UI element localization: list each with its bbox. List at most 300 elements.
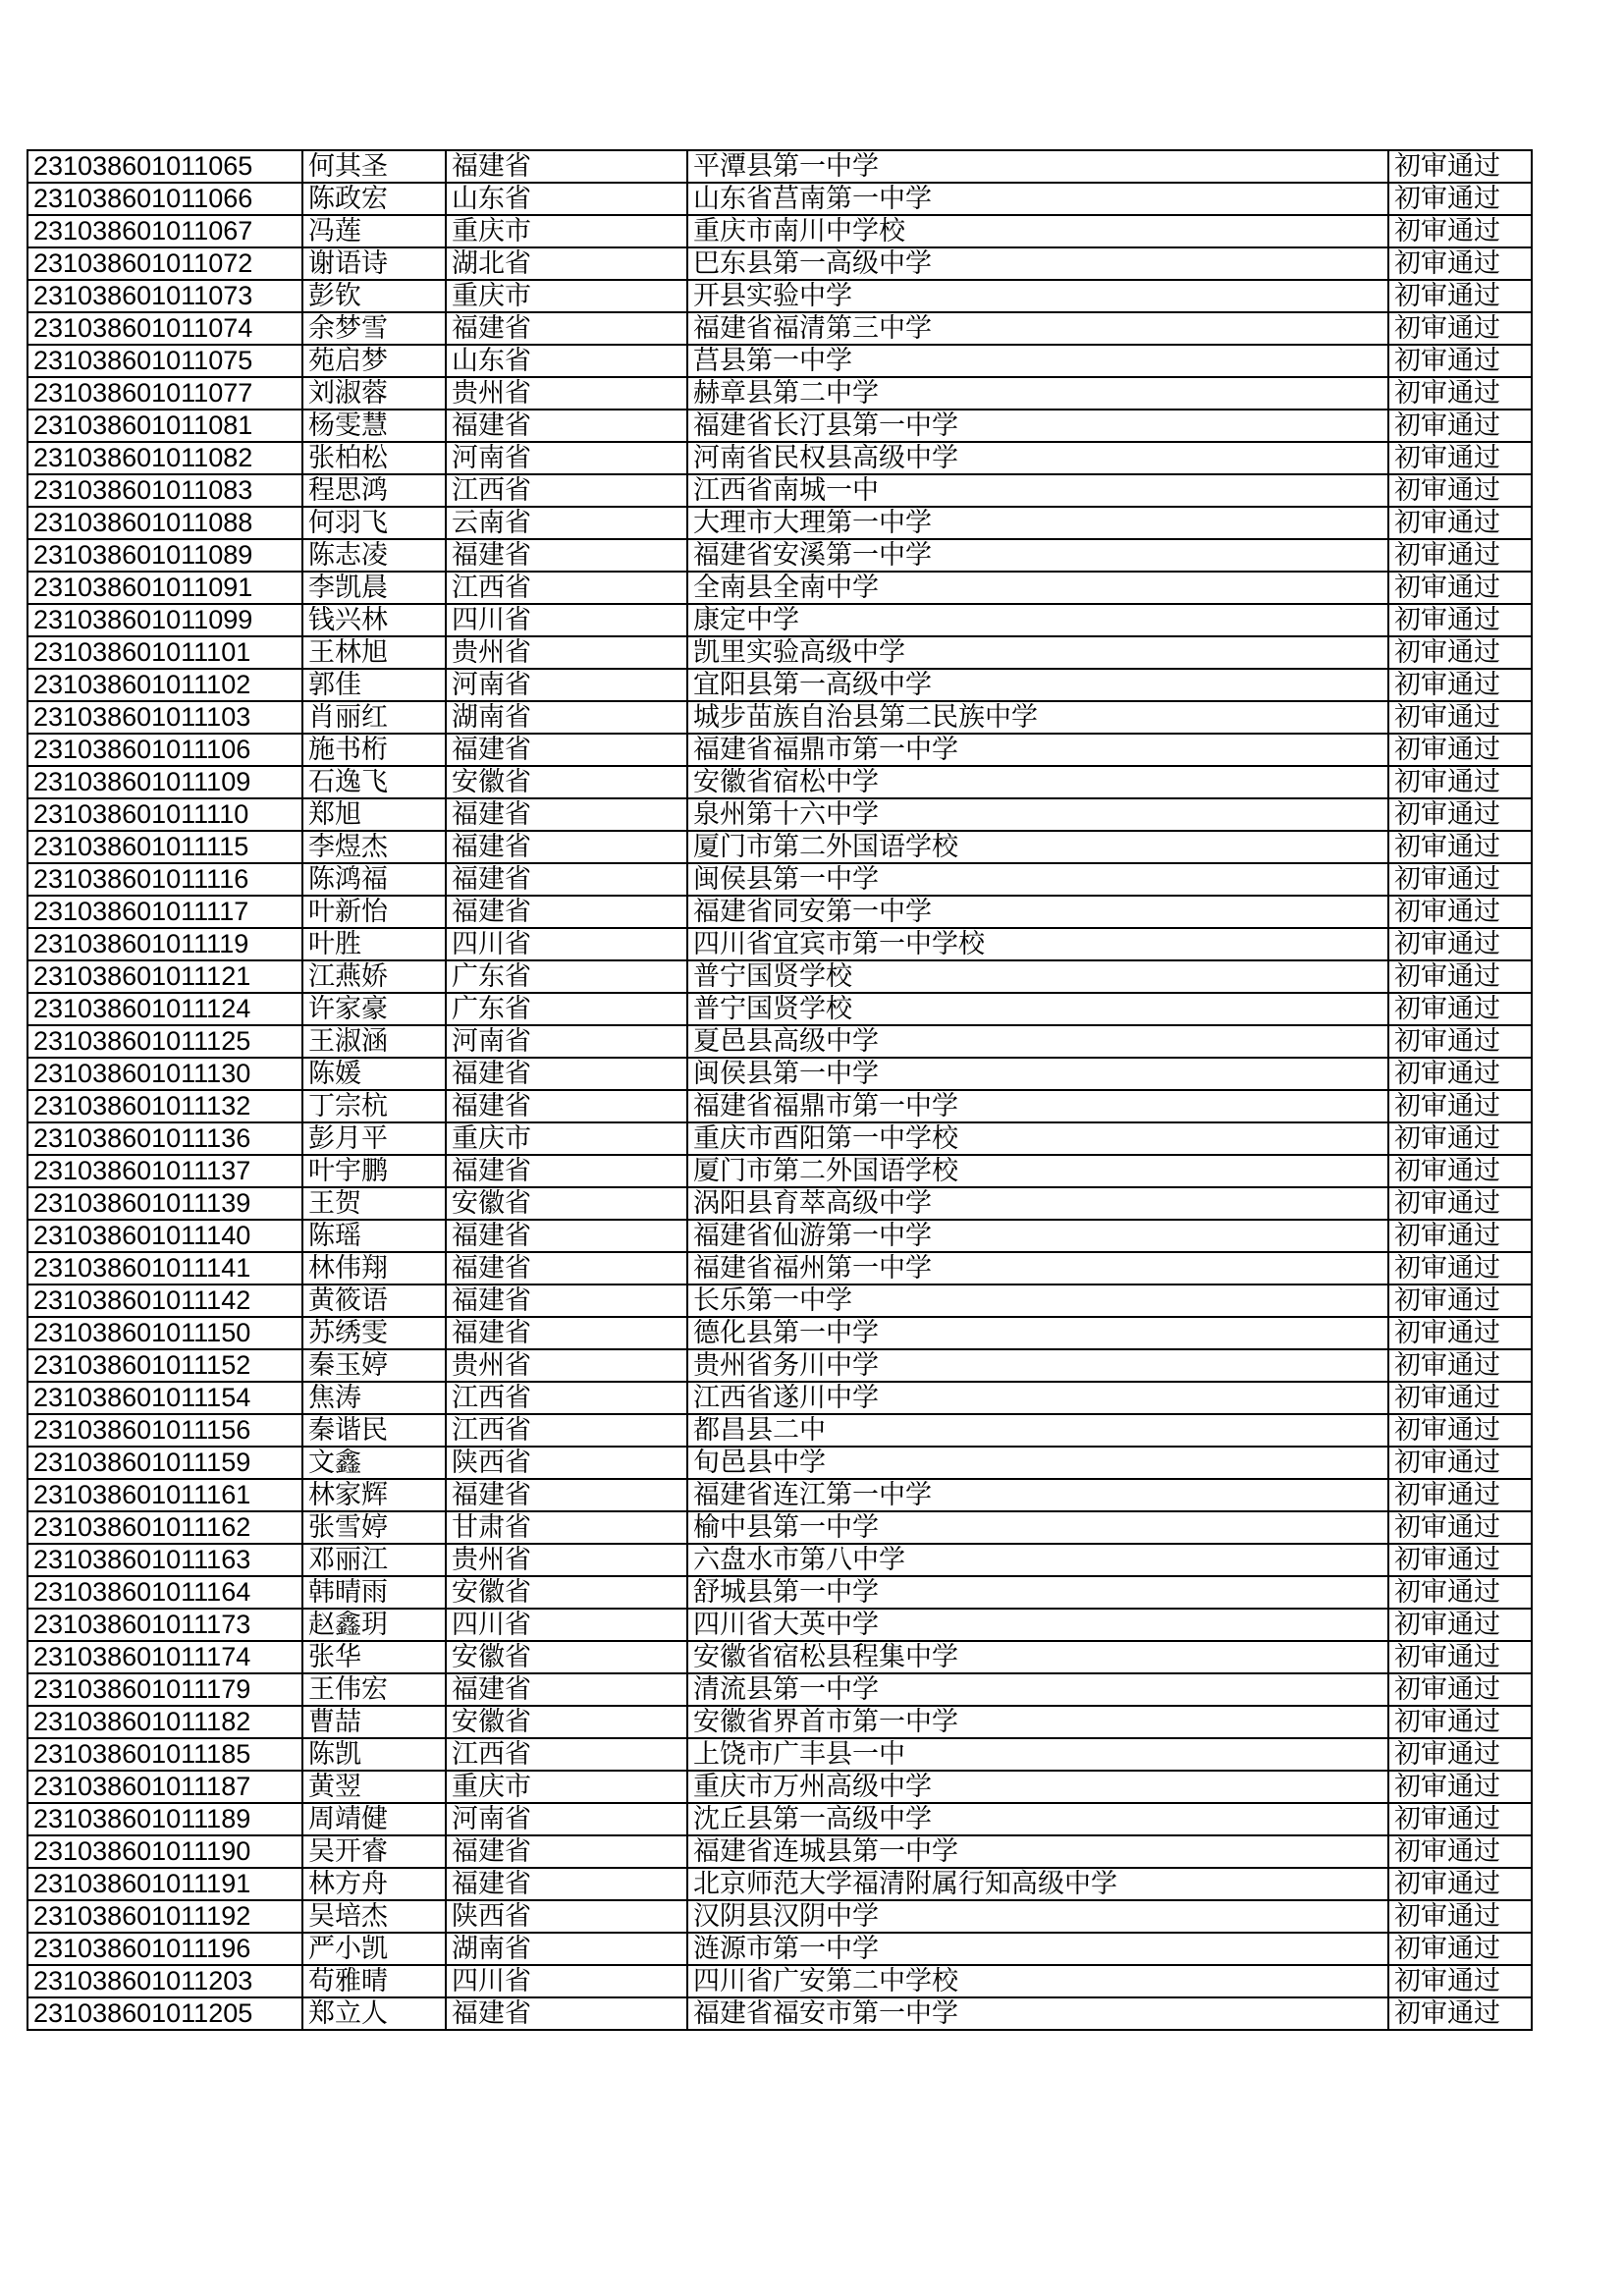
name-cell: 王淑涵: [302, 1025, 446, 1058]
candidate-id-cell: 231038601011072: [27, 247, 302, 280]
status-cell: 初审通过: [1388, 507, 1532, 539]
province-cell: 江西省: [446, 1382, 687, 1414]
school-cell: 福建省福鼎市第一中学: [687, 1090, 1388, 1122]
school-cell: 旬邑县中学: [687, 1447, 1388, 1479]
province-cell: 河南省: [446, 1803, 687, 1835]
status-cell: 初审通过: [1388, 734, 1532, 766]
name-cell: 张柏松: [302, 442, 446, 474]
school-cell: 六盘水市第八中学: [687, 1544, 1388, 1576]
name-cell: 肖丽红: [302, 701, 446, 734]
province-cell: 重庆市: [446, 1771, 687, 1803]
school-cell: 赫章县第二中学: [687, 377, 1388, 410]
name-cell: 王伟宏: [302, 1673, 446, 1706]
province-cell: 山东省: [446, 345, 687, 377]
candidate-id-cell: 231038601011152: [27, 1349, 302, 1382]
status-cell: 初审通过: [1388, 1090, 1532, 1122]
table-row: [27, 312, 1532, 345]
school-cell: 福建省长汀县第一中学: [687, 410, 1388, 442]
school-cell: 福建省连城县第一中学: [687, 1835, 1388, 1868]
status-cell: 初审通过: [1388, 1058, 1532, 1090]
school-cell: 四川省宜宾市第一中学校: [687, 928, 1388, 960]
status-cell: 初审通过: [1388, 993, 1532, 1025]
candidate-id-cell: 231038601011136: [27, 1122, 302, 1155]
table-row: [27, 1933, 1532, 1965]
school-cell: 康定中学: [687, 604, 1388, 636]
status-cell: 初审通过: [1388, 1349, 1532, 1382]
province-cell: 山东省: [446, 183, 687, 215]
province-cell: 重庆市: [446, 280, 687, 312]
table-row: [27, 442, 1532, 474]
table-row: [27, 1868, 1532, 1900]
candidate-id-cell: 231038601011125: [27, 1025, 302, 1058]
province-cell: 四川省: [446, 604, 687, 636]
table-row: [27, 280, 1532, 312]
name-cell: 陈政宏: [302, 183, 446, 215]
province-cell: 福建省: [446, 1479, 687, 1511]
table-row: [27, 1187, 1532, 1220]
table-row: [27, 1706, 1532, 1738]
school-cell: 江西省遂川中学: [687, 1382, 1388, 1414]
school-cell: 普宁国贤学校: [687, 993, 1388, 1025]
province-cell: 福建省: [446, 150, 687, 183]
name-cell: 钱兴林: [302, 604, 446, 636]
table-row: [27, 701, 1532, 734]
table-row: [27, 1576, 1532, 1609]
candidate-id-cell: 231038601011101: [27, 636, 302, 669]
school-cell: 福建省福州第一中学: [687, 1252, 1388, 1285]
name-cell: 曹喆: [302, 1706, 446, 1738]
status-cell: 初审通过: [1388, 1155, 1532, 1187]
province-cell: 陕西省: [446, 1447, 687, 1479]
candidate-id-cell: 231038601011089: [27, 539, 302, 572]
name-cell: 秦谐民: [302, 1414, 446, 1447]
school-cell: 普宁国贤学校: [687, 960, 1388, 993]
candidate-id-cell: 231038601011099: [27, 604, 302, 636]
school-cell: 巴东县第一高级中学: [687, 247, 1388, 280]
status-cell: 初审通过: [1388, 1317, 1532, 1349]
candidate-id-cell: 231038601011140: [27, 1220, 302, 1252]
table-row: [27, 1641, 1532, 1673]
name-cell: 陈鸿福: [302, 863, 446, 896]
table-row: [27, 1803, 1532, 1835]
name-cell: 张华: [302, 1641, 446, 1673]
province-cell: 重庆市: [446, 215, 687, 247]
school-cell: 四川省大英中学: [687, 1609, 1388, 1641]
candidate-id-cell: 231038601011119: [27, 928, 302, 960]
province-cell: 湖北省: [446, 247, 687, 280]
province-cell: 陕西省: [446, 1900, 687, 1933]
candidate-id-cell: 231038601011110: [27, 798, 302, 831]
province-cell: 福建省: [446, 734, 687, 766]
status-cell: 初审通过: [1388, 636, 1532, 669]
status-cell: 初审通过: [1388, 280, 1532, 312]
school-cell: 贵州省务川中学: [687, 1349, 1388, 1382]
status-cell: 初审通过: [1388, 766, 1532, 798]
table-row: [27, 1252, 1532, 1285]
candidate-id-cell: 231038601011142: [27, 1285, 302, 1317]
name-cell: 苑启梦: [302, 345, 446, 377]
province-cell: 云南省: [446, 507, 687, 539]
table-row: [27, 507, 1532, 539]
name-cell: 冯莲: [302, 215, 446, 247]
school-cell: 重庆市南川中学校: [687, 215, 1388, 247]
province-cell: 福建省: [446, 896, 687, 928]
school-cell: 长乐第一中学: [687, 1285, 1388, 1317]
status-cell: 初审通过: [1388, 1771, 1532, 1803]
name-cell: 程思鸿: [302, 474, 446, 507]
candidate-id-cell: 231038601011106: [27, 734, 302, 766]
table-row: [27, 766, 1532, 798]
candidate-table-body: [27, 150, 1532, 2030]
candidate-id-cell: 231038601011187: [27, 1771, 302, 1803]
school-cell: 都昌县二中: [687, 1414, 1388, 1447]
name-cell: 彭月平: [302, 1122, 446, 1155]
table-row: [27, 636, 1532, 669]
province-cell: 湖南省: [446, 701, 687, 734]
school-cell: 福建省连江第一中学: [687, 1479, 1388, 1511]
candidate-id-cell: 231038601011182: [27, 1706, 302, 1738]
status-cell: 初审通过: [1388, 1576, 1532, 1609]
candidate-id-cell: 231038601011116: [27, 863, 302, 896]
status-cell: 初审通过: [1388, 312, 1532, 345]
candidate-id-cell: 231038601011073: [27, 280, 302, 312]
table-row: [27, 1025, 1532, 1058]
status-cell: 初审通过: [1388, 1803, 1532, 1835]
name-cell: 严小凯: [302, 1933, 446, 1965]
candidate-id-cell: 231038601011161: [27, 1479, 302, 1511]
province-cell: 江西省: [446, 474, 687, 507]
table-row: [27, 247, 1532, 280]
candidate-id-cell: 231038601011081: [27, 410, 302, 442]
school-cell: 福建省福清第三中学: [687, 312, 1388, 345]
province-cell: 安徽省: [446, 1706, 687, 1738]
school-cell: 开县实验中学: [687, 280, 1388, 312]
table-row: [27, 1447, 1532, 1479]
name-cell: 许家豪: [302, 993, 446, 1025]
province-cell: 安徽省: [446, 1187, 687, 1220]
status-cell: 初审通过: [1388, 1997, 1532, 2030]
candidate-id-cell: 231038601011163: [27, 1544, 302, 1576]
name-cell: 黄筱语: [302, 1285, 446, 1317]
province-cell: 广东省: [446, 960, 687, 993]
candidate-id-cell: 231038601011203: [27, 1965, 302, 1997]
name-cell: 叶胜: [302, 928, 446, 960]
province-cell: 四川省: [446, 1609, 687, 1641]
status-cell: 初审通过: [1388, 572, 1532, 604]
status-cell: 初审通过: [1388, 1025, 1532, 1058]
table-row: [27, 150, 1532, 183]
province-cell: 福建省: [446, 1252, 687, 1285]
province-cell: 河南省: [446, 442, 687, 474]
school-cell: 厦门市第二外国语学校: [687, 1155, 1388, 1187]
status-cell: 初审通过: [1388, 442, 1532, 474]
school-cell: 四川省广安第二中学校: [687, 1965, 1388, 1997]
status-cell: 初审通过: [1388, 1933, 1532, 1965]
status-cell: 初审通过: [1388, 1187, 1532, 1220]
name-cell: 叶宇鹏: [302, 1155, 446, 1187]
name-cell: 何羽飞: [302, 507, 446, 539]
table-row: [27, 1609, 1532, 1641]
candidate-id-cell: 231038601011115: [27, 831, 302, 863]
school-cell: 福建省福鼎市第一中学: [687, 734, 1388, 766]
status-cell: 初审通过: [1388, 928, 1532, 960]
name-cell: 郑立人: [302, 1997, 446, 2030]
table-row: [27, 539, 1532, 572]
province-cell: 福建省: [446, 1835, 687, 1868]
status-cell: 初审通过: [1388, 1900, 1532, 1933]
candidate-id-cell: 231038601011067: [27, 215, 302, 247]
table-row: [27, 1122, 1532, 1155]
status-cell: 初审通过: [1388, 1285, 1532, 1317]
province-cell: 福建省: [446, 1155, 687, 1187]
table-row: [27, 572, 1532, 604]
province-cell: 安徽省: [446, 1576, 687, 1609]
province-cell: 福建省: [446, 1220, 687, 1252]
name-cell: 李凯晨: [302, 572, 446, 604]
name-cell: 李煜杰: [302, 831, 446, 863]
table-row: [27, 377, 1532, 410]
province-cell: 河南省: [446, 669, 687, 701]
table-row: [27, 215, 1532, 247]
candidate-id-cell: 231038601011130: [27, 1058, 302, 1090]
candidate-id-cell: 231038601011102: [27, 669, 302, 701]
table-row: [27, 734, 1532, 766]
name-cell: 王林旭: [302, 636, 446, 669]
name-cell: 吴开睿: [302, 1835, 446, 1868]
name-cell: 赵鑫玥: [302, 1609, 446, 1641]
name-cell: 杨雯慧: [302, 410, 446, 442]
candidate-id-cell: 231038601011141: [27, 1252, 302, 1285]
province-cell: 甘肃省: [446, 1511, 687, 1544]
status-cell: 初审通过: [1388, 669, 1532, 701]
school-cell: 重庆市万州高级中学: [687, 1771, 1388, 1803]
school-cell: 安徽省界首市第一中学: [687, 1706, 1388, 1738]
status-cell: 初审通过: [1388, 1511, 1532, 1544]
table-row: [27, 474, 1532, 507]
candidate-id-cell: 231038601011192: [27, 1900, 302, 1933]
status-cell: 初审通过: [1388, 410, 1532, 442]
name-cell: 江燕娇: [302, 960, 446, 993]
candidate-id-cell: 231038601011088: [27, 507, 302, 539]
name-cell: 文鑫: [302, 1447, 446, 1479]
table-row: [27, 831, 1532, 863]
school-cell: 城步苗族自治县第二民族中学: [687, 701, 1388, 734]
status-cell: 初审通过: [1388, 215, 1532, 247]
table-row: [27, 1479, 1532, 1511]
school-cell: 舒城县第一中学: [687, 1576, 1388, 1609]
status-cell: 初审通过: [1388, 183, 1532, 215]
name-cell: 吴培杰: [302, 1900, 446, 1933]
name-cell: 周靖健: [302, 1803, 446, 1835]
name-cell: 余梦雪: [302, 312, 446, 345]
province-cell: 河南省: [446, 1025, 687, 1058]
candidate-id-cell: 231038601011132: [27, 1090, 302, 1122]
name-cell: 黄翌: [302, 1771, 446, 1803]
status-cell: 初审通过: [1388, 701, 1532, 734]
table-row: [27, 1997, 1532, 2030]
candidate-id-cell: 231038601011189: [27, 1803, 302, 1835]
school-cell: 福建省同安第一中学: [687, 896, 1388, 928]
status-cell: 初审通过: [1388, 150, 1532, 183]
province-cell: 福建省: [446, 1997, 687, 2030]
status-cell: 初审通过: [1388, 896, 1532, 928]
name-cell: 陈媛: [302, 1058, 446, 1090]
name-cell: 苟雅晴: [302, 1965, 446, 1997]
candidate-id-cell: 231038601011190: [27, 1835, 302, 1868]
candidate-id-cell: 231038601011173: [27, 1609, 302, 1641]
status-cell: 初审通过: [1388, 345, 1532, 377]
province-cell: 福建省: [446, 831, 687, 863]
table-row: [27, 669, 1532, 701]
province-cell: 福建省: [446, 1317, 687, 1349]
name-cell: 陈凯: [302, 1738, 446, 1771]
school-cell: 闽侯县第一中学: [687, 863, 1388, 896]
table-row: [27, 1220, 1532, 1252]
province-cell: 贵州省: [446, 636, 687, 669]
candidate-id-cell: 231038601011083: [27, 474, 302, 507]
status-cell: 初审通过: [1388, 1641, 1532, 1673]
candidate-id-cell: 231038601011154: [27, 1382, 302, 1414]
school-cell: 安徽省宿松中学: [687, 766, 1388, 798]
table-row: [27, 1965, 1532, 1997]
candidate-id-cell: 231038601011162: [27, 1511, 302, 1544]
status-cell: 初审通过: [1388, 1252, 1532, 1285]
candidate-id-cell: 231038601011185: [27, 1738, 302, 1771]
status-cell: 初审通过: [1388, 1479, 1532, 1511]
table-row: [27, 960, 1532, 993]
candidate-id-cell: 231038601011121: [27, 960, 302, 993]
name-cell: 刘淑蓉: [302, 377, 446, 410]
status-cell: 初审通过: [1388, 539, 1532, 572]
province-cell: 福建省: [446, 863, 687, 896]
table-row: [27, 1285, 1532, 1317]
province-cell: 四川省: [446, 928, 687, 960]
candidate-id-cell: 231038601011117: [27, 896, 302, 928]
name-cell: 郑旭: [302, 798, 446, 831]
status-cell: 初审通过: [1388, 1673, 1532, 1706]
school-cell: 福建省仙游第一中学: [687, 1220, 1388, 1252]
name-cell: 林家辉: [302, 1479, 446, 1511]
candidate-id-cell: 231038601011137: [27, 1155, 302, 1187]
candidate-id-cell: 231038601011075: [27, 345, 302, 377]
candidate-id-cell: 231038601011066: [27, 183, 302, 215]
province-cell: 福建省: [446, 1673, 687, 1706]
table-row: [27, 1382, 1532, 1414]
candidate-id-cell: 231038601011103: [27, 701, 302, 734]
name-cell: 何其圣: [302, 150, 446, 183]
table-row: [27, 183, 1532, 215]
status-cell: 初审通过: [1388, 1868, 1532, 1900]
status-cell: 初审通过: [1388, 1544, 1532, 1576]
province-cell: 贵州省: [446, 377, 687, 410]
status-cell: 初审通过: [1388, 1706, 1532, 1738]
school-cell: 汉阴县汉阴中学: [687, 1900, 1388, 1933]
name-cell: 焦涛: [302, 1382, 446, 1414]
province-cell: 福建省: [446, 539, 687, 572]
status-cell: 初审通过: [1388, 798, 1532, 831]
province-cell: 广东省: [446, 993, 687, 1025]
status-cell: 初审通过: [1388, 474, 1532, 507]
table-row: [27, 1673, 1532, 1706]
school-cell: 上饶市广丰县一中: [687, 1738, 1388, 1771]
candidate-id-cell: 231038601011179: [27, 1673, 302, 1706]
school-cell: 福建省福安市第一中学: [687, 1997, 1388, 2030]
table-row: [27, 1317, 1532, 1349]
name-cell: 韩晴雨: [302, 1576, 446, 1609]
name-cell: 苏绣雯: [302, 1317, 446, 1349]
school-cell: 榆中县第一中学: [687, 1511, 1388, 1544]
status-cell: 初审通过: [1388, 1220, 1532, 1252]
school-cell: 北京师范大学福清附属行知高级中学: [687, 1868, 1388, 1900]
table-row: [27, 345, 1532, 377]
province-cell: 福建省: [446, 410, 687, 442]
school-cell: 平潭县第一中学: [687, 150, 1388, 183]
status-cell: 初审通过: [1388, 1609, 1532, 1641]
candidate-id-cell: 231038601011159: [27, 1447, 302, 1479]
status-cell: 初审通过: [1388, 1835, 1532, 1868]
school-cell: 凯里实验高级中学: [687, 636, 1388, 669]
school-cell: 宜阳县第一高级中学: [687, 669, 1388, 701]
school-cell: 德化县第一中学: [687, 1317, 1388, 1349]
name-cell: 陈志凌: [302, 539, 446, 572]
name-cell: 秦玉婷: [302, 1349, 446, 1382]
name-cell: 彭钦: [302, 280, 446, 312]
status-cell: 初审通过: [1388, 1447, 1532, 1479]
candidate-id-cell: 231038601011174: [27, 1641, 302, 1673]
candidate-id-cell: 231038601011205: [27, 1997, 302, 2030]
table-row: [27, 410, 1532, 442]
name-cell: 谢语诗: [302, 247, 446, 280]
table-row: [27, 863, 1532, 896]
table-row: [27, 928, 1532, 960]
candidate-id-cell: 231038601011124: [27, 993, 302, 1025]
candidate-id-cell: 231038601011082: [27, 442, 302, 474]
province-cell: 江西省: [446, 1414, 687, 1447]
status-cell: 初审通过: [1388, 247, 1532, 280]
status-cell: 初审通过: [1388, 831, 1532, 863]
province-cell: 福建省: [446, 1058, 687, 1090]
school-cell: 江西省南城一中: [687, 474, 1388, 507]
table-row: [27, 1511, 1532, 1544]
candidate-id-cell: 231038601011196: [27, 1933, 302, 1965]
name-cell: 丁宗杭: [302, 1090, 446, 1122]
candidate-id-cell: 231038601011074: [27, 312, 302, 345]
school-cell: 河南省民权县高级中学: [687, 442, 1388, 474]
candidate-id-cell: 231038601011065: [27, 150, 302, 183]
name-cell: 陈瑶: [302, 1220, 446, 1252]
school-cell: 夏邑县高级中学: [687, 1025, 1388, 1058]
school-cell: 泉州第十六中学: [687, 798, 1388, 831]
status-cell: 初审通过: [1388, 1382, 1532, 1414]
province-cell: 江西省: [446, 1738, 687, 1771]
candidate-table: [27, 149, 1533, 2031]
province-cell: 贵州省: [446, 1544, 687, 1576]
province-cell: 福建省: [446, 798, 687, 831]
table-row: [27, 1738, 1532, 1771]
candidate-id-cell: 231038601011077: [27, 377, 302, 410]
candidate-id-cell: 231038601011139: [27, 1187, 302, 1220]
school-cell: 沈丘县第一高级中学: [687, 1803, 1388, 1835]
table-row: [27, 1544, 1532, 1576]
table-row: [27, 1090, 1532, 1122]
name-cell: 施书桁: [302, 734, 446, 766]
school-cell: 涟源市第一中学: [687, 1933, 1388, 1965]
school-cell: 涡阳县育萃高级中学: [687, 1187, 1388, 1220]
school-cell: 福建省安溪第一中学: [687, 539, 1388, 572]
status-cell: 初审通过: [1388, 377, 1532, 410]
status-cell: 初审通过: [1388, 1738, 1532, 1771]
status-cell: 初审通过: [1388, 1965, 1532, 1997]
